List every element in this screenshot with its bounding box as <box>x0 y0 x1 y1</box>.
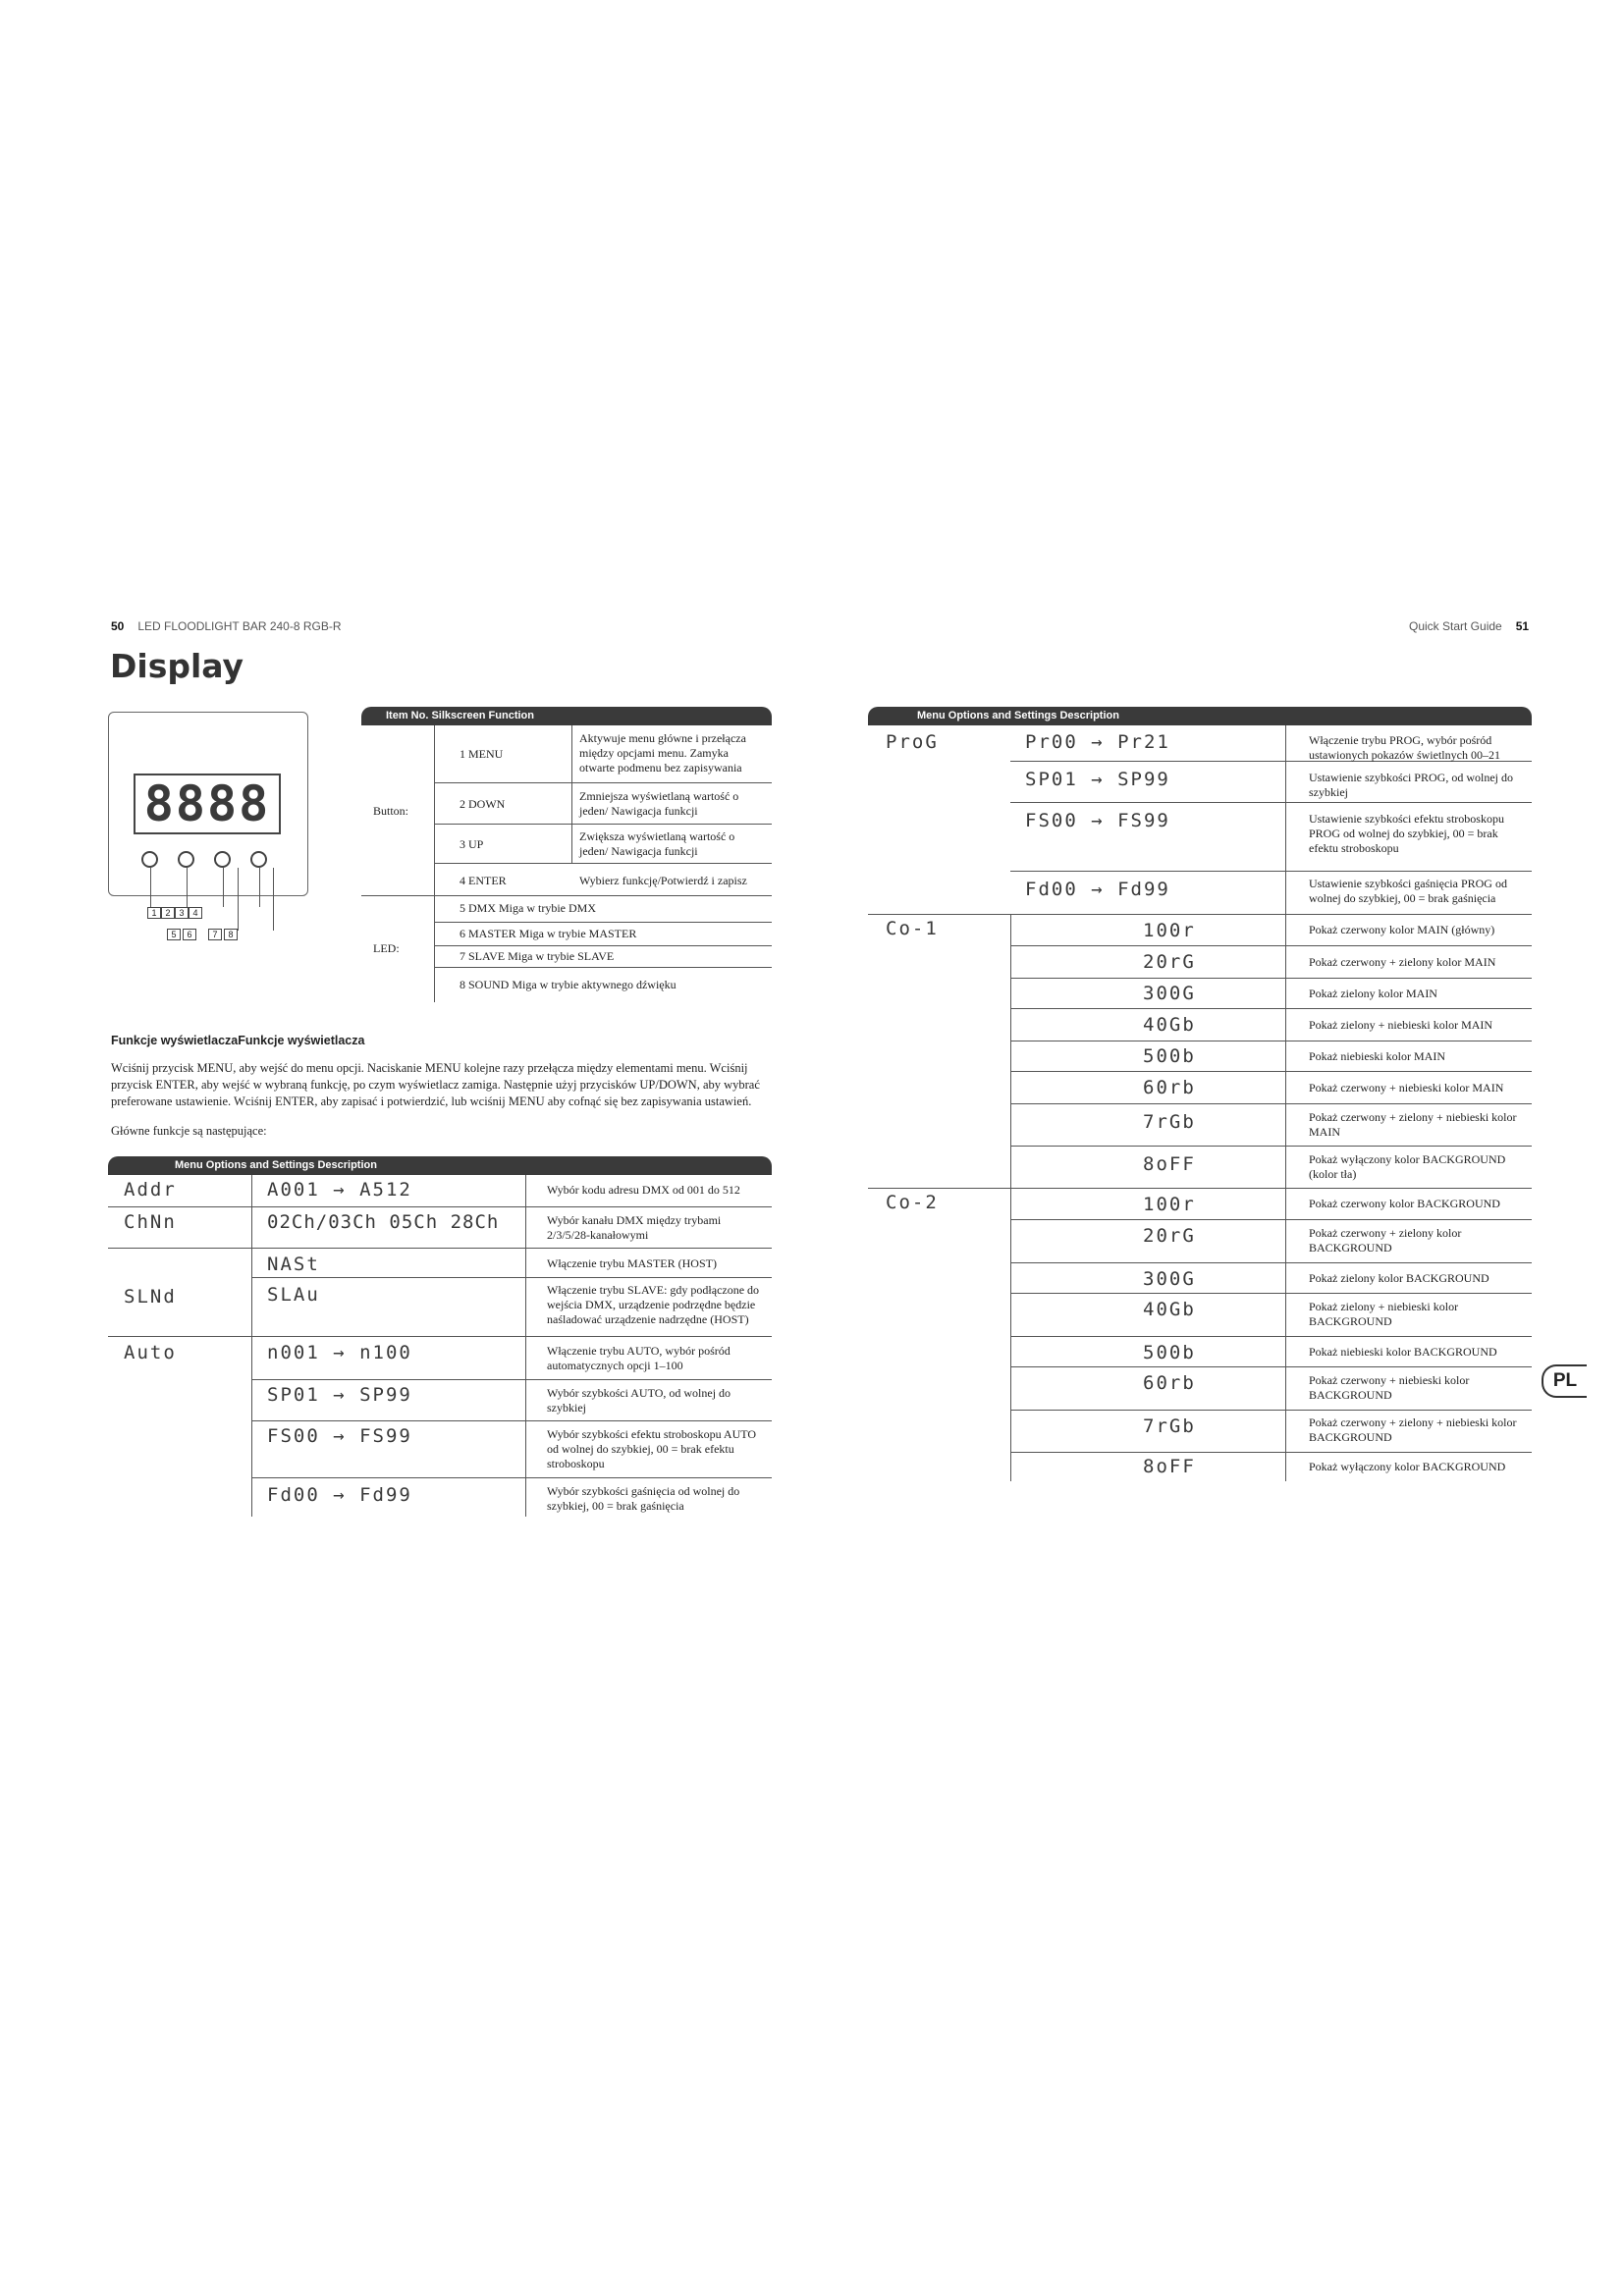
co2-desc-2: Pokaż czerwony + zielony kolor BACKGROUND <box>1309 1226 1462 1255</box>
menu-code-auto: Auto <box>124 1342 177 1363</box>
silk-item-slave: 7 SLAVE Miga w trybie SLAVE <box>460 949 615 963</box>
up-button-icon <box>214 851 231 868</box>
co2-desc-6: Pokaż czerwony + niebieski kolor BACKGROUND <box>1309 1373 1470 1402</box>
menu-left-header: Menu Options and Settings Description <box>108 1156 772 1175</box>
co1-setting-4: 40Gb <box>1143 1014 1196 1036</box>
menu-setting-auto-sp: SP01 → SP99 <box>267 1384 412 1406</box>
co2-setting-1: 100r <box>1143 1194 1196 1215</box>
button-group-label: Button: <box>373 804 409 818</box>
callout-2: 2 <box>161 907 175 919</box>
menu-setting-chan: 02Ch/03Ch 05Ch 28Ch <box>267 1211 500 1233</box>
co1-setting-7: 7rGb <box>1143 1111 1196 1133</box>
led-group-label: LED: <box>373 941 400 955</box>
menu-desc-addr: Wybór kodu adresu DMX od 001 do 512 <box>547 1183 740 1197</box>
menu-setting-mast: NASt <box>267 1254 320 1275</box>
down-button-icon <box>178 851 194 868</box>
menu-setting-auto: n001 → n100 <box>267 1342 412 1363</box>
silk-item-dmx: 5 DMX Miga w trybie DMX <box>460 901 596 915</box>
left-page-header <box>111 619 342 633</box>
co2-setting-6: 60rb <box>1143 1372 1196 1394</box>
silk-item-enter: 4 ENTER <box>460 874 507 887</box>
co1-desc-2: Pokaż czerwony + zielony kolor MAIN <box>1309 955 1496 969</box>
functions-para1: Wciśnij przycisk MENU, aby wejść do menu opcji. Naciskanie MENU kolejne razy przełącza między elementami menu. Wciśnij przycisk ENTER, aby wejść w wybraną funkcję, po czym wyświetlacz zamiga. Następnie użyj przycisków UP/DOWN, aby wybrać preferowane ustawienie. Wciśnij ENTER, aby zapisać i potwierdzić, lub wciśnij MENU aby cofnąć się bez zapisywania ustawień. <box>111 1061 760 1108</box>
right-page-title: Quick Start Guide <box>1409 619 1502 633</box>
co1-desc-1: Pokaż czerwony kolor MAIN (główny) <box>1309 923 1495 936</box>
callout-labels-bottom <box>167 929 238 940</box>
language-tab-pl: PL <box>1542 1364 1587 1398</box>
prog-setting-fs: FS00 → FS99 <box>1025 810 1170 831</box>
silk-item-menu: 1 MENU <box>460 747 504 761</box>
callout-labels-top <box>147 907 202 919</box>
co1-desc-3: Pokaż zielony kolor MAIN <box>1309 987 1437 1000</box>
menu-setting-auto-fd: Fd00 → Fd99 <box>267 1484 412 1506</box>
co2-desc-7: Pokaż czerwony + zielony + niebieski kolor BACKGROUND <box>1309 1415 1517 1444</box>
co2-desc-3: Pokaż zielony kolor BACKGROUND <box>1309 1271 1489 1285</box>
co2-setting-5: 500b <box>1143 1342 1196 1363</box>
menu-desc-mast: Włączenie trybu MASTER (HOST) <box>547 1256 717 1270</box>
co1-desc-5: Pokaż niebieski kolor MAIN <box>1309 1049 1445 1063</box>
prog-desc-pr: Włączenie trybu PROG, wybór pośród ustawionych pokazów świetlnych 00–21 <box>1309 733 1500 762</box>
co2-setting-4: 40Gb <box>1143 1299 1196 1320</box>
co2-code: Co-2 <box>886 1192 939 1213</box>
silk-item-up: 3 UP <box>460 837 484 851</box>
menu-desc-auto: Włączenie trybu AUTO, wybór pośród automatycznych opcji 1–100 <box>547 1344 731 1372</box>
device-display: 8888 <box>134 774 281 834</box>
co2-desc-1: Pokaż czerwony kolor BACKGROUND <box>1309 1197 1500 1210</box>
silk-item-sound: 8 SOUND Miga w trybie aktywnego dźwięku <box>460 978 677 991</box>
callout-7: 7 <box>208 929 222 940</box>
silk-item-master: 6 MASTER Miga w trybie MASTER <box>460 927 637 940</box>
menu-setting-slav: SLAu <box>267 1284 320 1306</box>
prog-setting-fd: Fd00 → Fd99 <box>1025 879 1170 900</box>
co1-desc-4: Pokaż zielony + niebieski kolor MAIN <box>1309 1018 1493 1032</box>
prog-desc-fd: Ustawienie szybkości gaśnięcia PROG od wolnej do szybkiej, 00 = brak gaśnięcia <box>1309 877 1507 905</box>
co2-desc-8: Pokaż wyłączony kolor BACKGROUND <box>1309 1460 1506 1473</box>
co1-desc-7: Pokaż czerwony + zielony + niebieski kolor MAIN <box>1309 1110 1517 1139</box>
menu-desc-auto-fs: Wybór szybkości efektu stroboskopu AUTO od wolnej do szybkiej, 00 = brak efektu stroboskopu <box>547 1427 757 1470</box>
silk-desc-up: Zwiększa wyświetlaną wartość o jeden/ Nawigacja funkcji <box>579 829 735 858</box>
menu-left-table <box>108 1175 772 1517</box>
menu-right-header: Menu Options and Settings Description <box>868 707 1532 725</box>
left-page-number: 50 <box>111 619 125 633</box>
menu-code-slnd: SLNd <box>124 1286 177 1308</box>
co1-setting-1: 100r <box>1143 920 1196 941</box>
callout-4: 4 <box>189 907 202 919</box>
co2-setting-8: 8oFF <box>1143 1456 1196 1477</box>
co2-desc-4: Pokaż zielony + niebieski kolor BACKGROUND <box>1309 1300 1459 1328</box>
menu-desc-chan: Wybór kanału DMX między trybami 2/3/5/28-kanałowymi <box>547 1213 722 1242</box>
co2-setting-7: 7rGb <box>1143 1415 1196 1437</box>
co1-setting-5: 500b <box>1143 1045 1196 1067</box>
silk-desc-menu: Aktywuje menu główne i przełącza między opcjami menu. Zamyka otwarte podmenu bez zapisywania <box>579 731 746 774</box>
menu-desc-slav: Włączenie trybu SLAVE: gdy podłączone do wejścia DMX, urządzenie podrzędne będzie naśladować urządzenie nadrzędne (HOST) <box>547 1283 760 1326</box>
co1-setting-3: 300G <box>1143 983 1196 1004</box>
silk-desc-down: Zmniejsza wyświetlaną wartość o jeden/ Nawigacja funkcji <box>579 789 739 818</box>
device-panel <box>108 712 308 896</box>
right-page-header <box>1409 619 1529 633</box>
co2-desc-5: Pokaż niebieski kolor BACKGROUND <box>1309 1345 1497 1359</box>
silk-desc-enter: Wybierz funkcję/Potwierdź i zapisz <box>579 874 747 887</box>
menu-button-icon <box>141 851 158 868</box>
co1-setting-8: 8oFF <box>1143 1153 1196 1175</box>
prog-setting-pr: Pr00 → Pr21 <box>1025 731 1170 753</box>
co1-desc-8: Pokaż wyłączony kolor BACKGROUND (kolor tła) <box>1309 1152 1506 1181</box>
callout-6: 6 <box>183 929 196 940</box>
menu-desc-auto-fd: Wybór szybkości gaśnięcia od wolnej do szybkiej, 00 = brak gaśnięcia <box>547 1484 740 1513</box>
co1-setting-6: 60rb <box>1143 1077 1196 1098</box>
silk-table-header: Item No. Silkscreen Function <box>361 707 772 725</box>
prog-code: ProG <box>886 731 939 753</box>
functions-para2: Główne funkcje są następujące: <box>111 1124 267 1138</box>
callout-8: 8 <box>224 929 238 940</box>
callout-5: 5 <box>167 929 181 940</box>
co2-setting-3: 300G <box>1143 1268 1196 1290</box>
callout-3: 3 <box>175 907 189 919</box>
silk-table <box>361 725 772 1002</box>
menu-setting-addr: A001 → A512 <box>267 1179 412 1201</box>
left-page-title: LED FLOODLIGHT BAR 240-8 RGB-R <box>137 619 342 633</box>
functions-heading: Funkcje wyświetlaczaFunkcje wyświetlacza <box>111 1034 365 1047</box>
menu-desc-auto-sp: Wybór szybkości AUTO, od wolnej do szybkiej <box>547 1386 731 1415</box>
menu-code-chan: ChNn <box>124 1211 177 1233</box>
co1-setting-2: 20rG <box>1143 951 1196 973</box>
co1-code: Co-1 <box>886 918 939 939</box>
prog-desc-sp: Ustawienie szybkości PROG, od wolnej do szybkiej <box>1309 771 1513 799</box>
menu-setting-auto-fs: FS00 → FS99 <box>267 1425 412 1447</box>
callout-1: 1 <box>147 907 161 919</box>
menu-code-addr: Addr <box>124 1179 177 1201</box>
co1-desc-6: Pokaż czerwony + niebieski kolor MAIN <box>1309 1081 1504 1095</box>
right-page-number: 51 <box>1515 619 1530 633</box>
enter-button-icon <box>250 851 267 868</box>
prog-desc-fs: Ustawienie szybkości efektu stroboskopu PROG od wolnej do szybkiej, 00 = brak efektu stroboskopu <box>1309 812 1504 855</box>
menu-right-table <box>868 725 1532 1481</box>
prog-setting-sp: SP01 → SP99 <box>1025 769 1170 790</box>
silk-item-down: 2 DOWN <box>460 797 506 811</box>
page-title: Display <box>110 647 244 685</box>
co2-setting-2: 20rG <box>1143 1225 1196 1247</box>
